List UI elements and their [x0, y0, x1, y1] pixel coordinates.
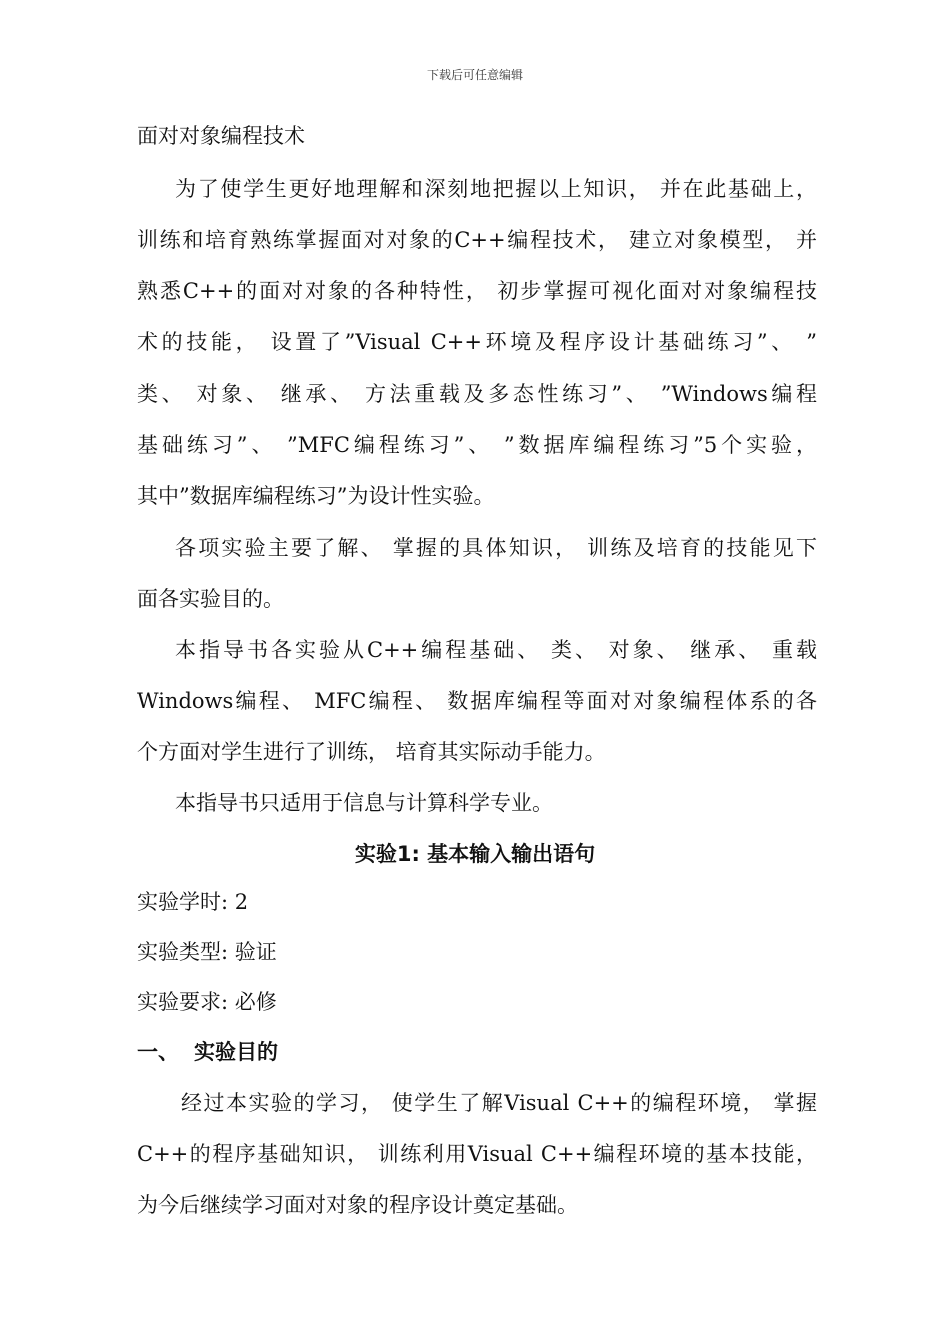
section-heading: [137, 1038, 278, 1066]
text-line: 本指导书只适用于信息与计算科学专业。: [175, 791, 553, 815]
text-line: C++的程序基础知识， 训练利用Visual C++编程环境的基本技能，: [137, 1142, 817, 1166]
text-line: 熟悉C++的面对对象的各种特性， 初步掌握可视化面对对象编程技: [137, 279, 817, 303]
section-number: 一、: [137, 1040, 179, 1064]
text-line: 类、 对象、 继承、 方法重载及多态性练习”、 ”Windows编程: [137, 382, 817, 406]
text-line: 为今后继续学习面对对象的程序设计奠定基础。: [137, 1193, 578, 1217]
text-line: 个方面对学生进行了训练， 培育其实际动手能力。: [137, 740, 606, 764]
text-line: 面各实验目的。: [137, 587, 284, 611]
experiment-type: 实验类型: 验证: [137, 940, 277, 964]
text-line: 各项实验主要了解、 掌握的具体知识， 训练及培育的技能见下: [175, 536, 817, 560]
experiment-title: 实验1: 基本输入输出语句: [354, 842, 596, 866]
text-line: 本指导书各实验从C++编程基础、 类、 对象、 继承、 重载: [175, 638, 817, 662]
page-header: 下载后可任意编辑: [426, 68, 523, 82]
text-line: 面对对象编程技术: [137, 124, 305, 148]
text-line: 经过本实验的学习， 使学生了解Visual C++的编程环境， 掌握: [181, 1091, 817, 1115]
experiment-requirement: 实验要求: 必修: [137, 990, 277, 1014]
text-line: 训练和培育熟练掌握面对对象的C++编程技术， 建立对象模型， 并: [137, 228, 817, 252]
text-line: 其中”数据库编程练习”为设计性实验。: [137, 484, 495, 508]
section-title: 实验目的: [194, 1040, 278, 1064]
text-line: 术的技能， 设置了”Visual C++环境及程序设计基础练习”、 ”: [137, 330, 817, 354]
text-line: 基础练习”、 ”MFC编程练习”、 ”数据库编程练习”5个实验，: [137, 433, 817, 457]
text-line: Windows编程、 MFC编程、 数据库编程等面对对象编程体系的各: [137, 689, 817, 713]
experiment-hours: 实验学时: 2: [137, 890, 249, 914]
text-line: 为了使学生更好地理解和深刻地把握以上知识， 并在此基础上，: [175, 177, 817, 201]
